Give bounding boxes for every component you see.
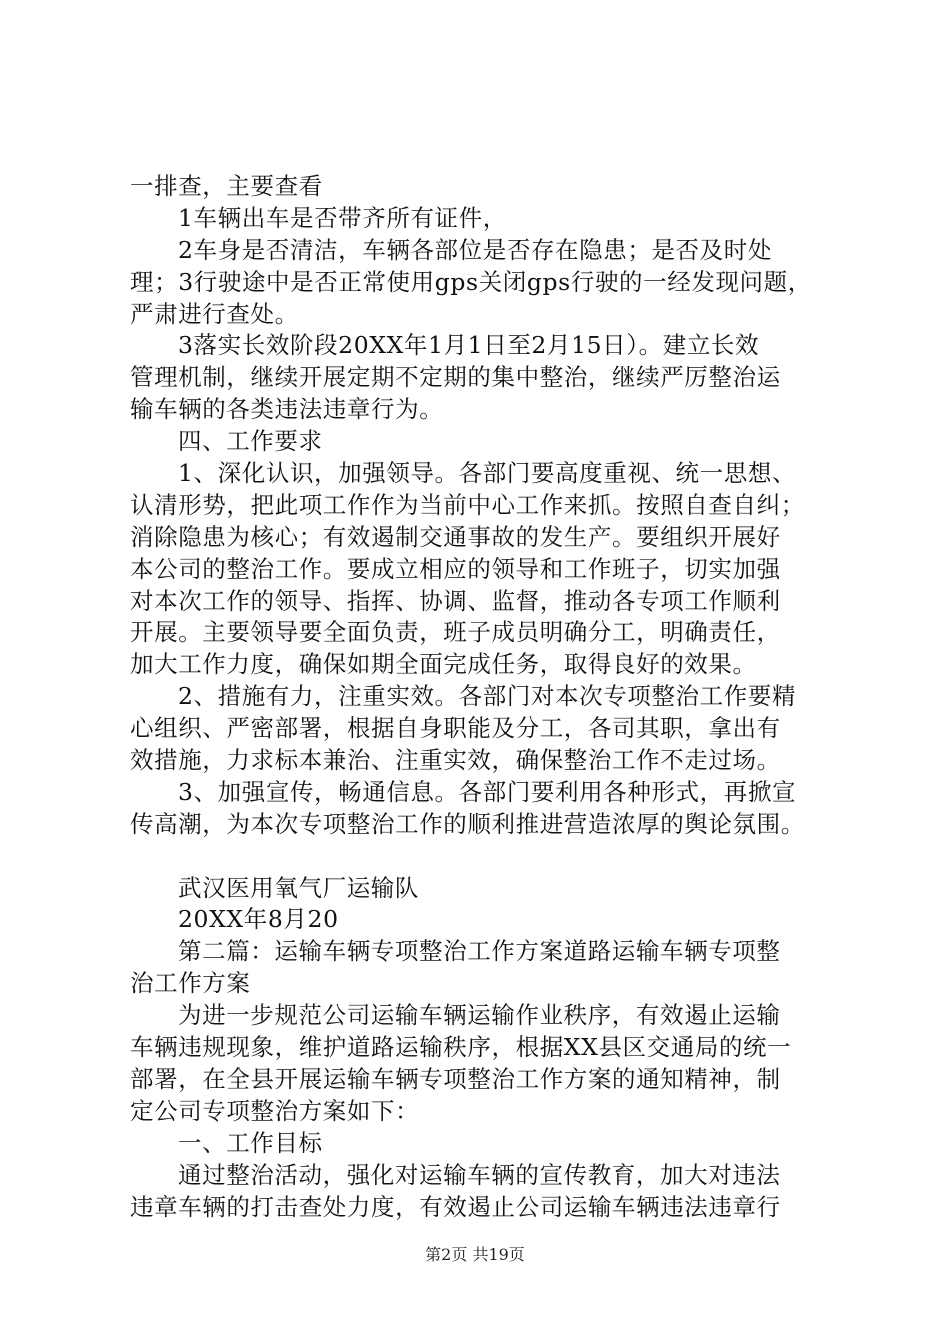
- text-line: 20XX年8月20: [178, 905, 339, 934]
- text-line: 消除隐患为核心；有效遏制交通事故的发生产。要组织开展好: [130, 522, 781, 551]
- text-line: 输车辆的各类违法违章行为。: [130, 395, 444, 424]
- text-line: 2车身是否清洁，车辆各部位是否存在隐患；是否及时处: [178, 235, 772, 264]
- text-line: 第二篇：运输车辆专项整治工作方案道路运输车辆专项整: [178, 937, 781, 966]
- text-line: 对本次工作的领导、指挥、协调、监督，推动各专项工作顺利: [130, 586, 781, 615]
- text-line: 2、措施有力，注重实效。各部门对本次专项整治工作要精: [178, 682, 797, 711]
- text-line: 开展。主要领导要全面负责，班子成员明确分工，明确责任，: [130, 618, 781, 647]
- text-line: 车辆违规现象，维护道路运输秩序，根据XX县区交通局的统一: [130, 1033, 792, 1062]
- text-line: 通过整治活动，强化对运输车辆的宣传教育，加大对违法: [178, 1160, 781, 1189]
- text-line: 为进一步规范公司运输车辆运输作业秩序，有效遏止运输: [178, 1001, 781, 1030]
- text-line: 一排查，主要查看: [130, 172, 323, 200]
- text-line: 治工作方案: [130, 969, 251, 998]
- text-line: 管理机制，继续开展定期不定期的集中整治，继续严厉整治运: [130, 363, 781, 392]
- text-line: 3落实长效阶段20XX年1月1日至2月15日）。建立长效: [178, 331, 760, 360]
- text-line: 1、深化认识，加强领导。各部门要高度重视、统一思想、: [178, 459, 797, 488]
- text-line: 认清形势，把此项工作作为当前中心工作来抓。按照自查自纠；: [130, 490, 805, 519]
- text-line: 违章车辆的打击查处力度，有效遏止公司运输车辆违法违章行: [130, 1192, 781, 1221]
- text-line: 部署，在全县开展运输车辆专项整治工作方案的通知精神，制: [130, 1064, 781, 1093]
- text-line: 传高潮，为本次专项整治工作的顺利推进营造浓厚的舆论氛围。: [130, 809, 805, 838]
- text-line: 定公司专项整治方案如下：: [130, 1096, 420, 1125]
- text-line: 效措施，力求标本兼治、注重实效，确保整治工作不走过场。: [130, 746, 781, 775]
- text-line: 理；3行驶途中是否正常使用gps关闭gps行驶的一经发现问题，: [130, 267, 812, 296]
- text-line: 四、工作要求: [178, 427, 323, 456]
- text-line: 心组织、严密部署，根据自身职能及分工，各司其职，拿出有: [130, 714, 781, 743]
- page-footer: 第2页 共19页: [425, 1245, 525, 1264]
- text-line: 严肃进行查处。: [130, 299, 299, 328]
- text-line: 武汉医用氧气厂运输队: [178, 873, 419, 902]
- text-line: 本公司的整治工作。要成立相应的领导和工作班子，切实加强: [130, 554, 781, 583]
- text-line: 1车辆出车是否带齐所有证件，: [178, 203, 507, 232]
- text-line: 3、加强宣传，畅通信息。各部门要利用各种形式，再掀宣: [178, 777, 797, 806]
- document-body: [130, 171, 834, 1223]
- blank-line: [130, 841, 834, 873]
- text-line: 加大工作力度，确保如期全面完成任务，取得良好的效果。: [130, 650, 757, 679]
- text-line: 一、工作目标: [178, 1128, 323, 1157]
